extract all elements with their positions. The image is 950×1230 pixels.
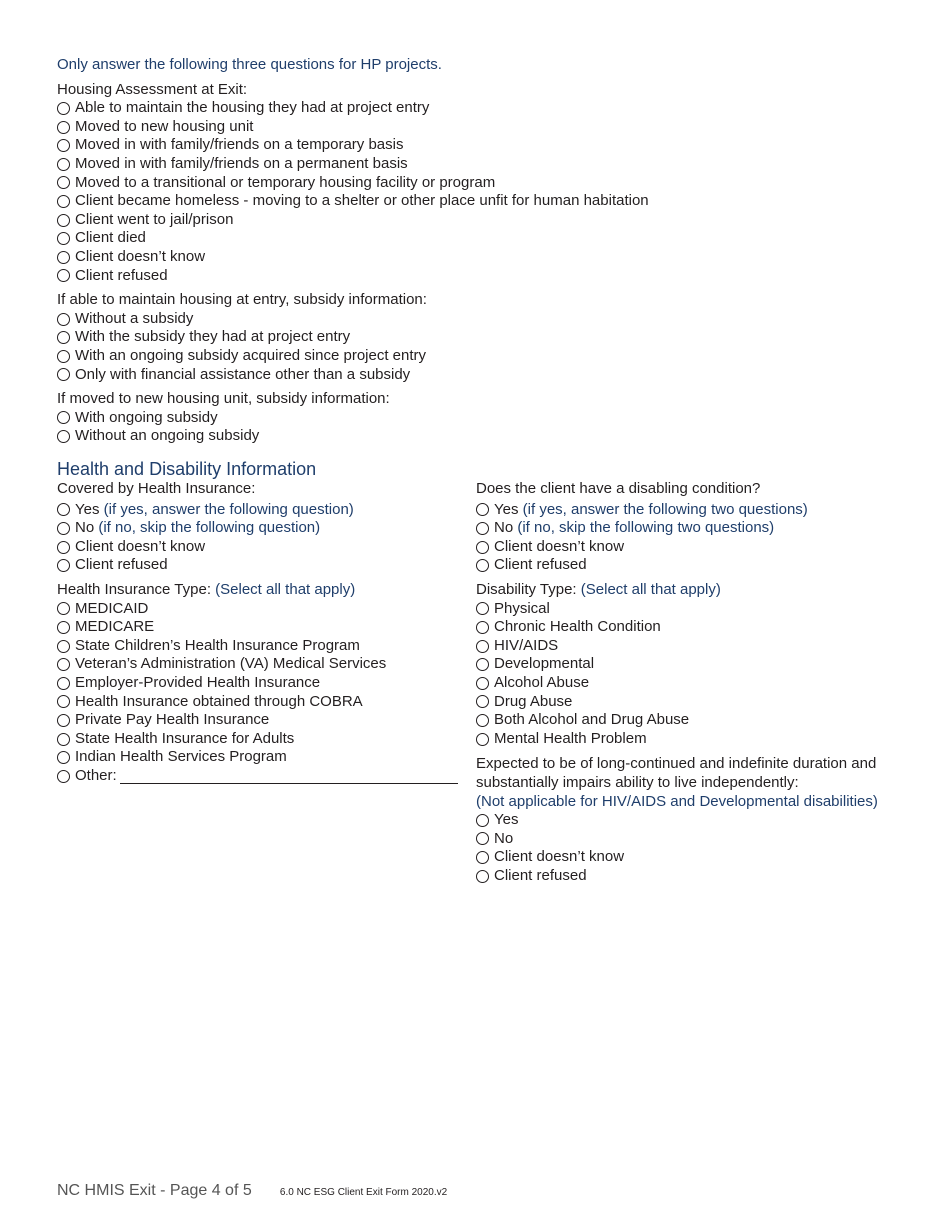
radio-button-icon[interactable] [57, 350, 70, 363]
radio-button-icon[interactable] [476, 602, 489, 615]
footer-form-version: 6.0 NC ESG Client Exit Form 2020.v2 [279, 1187, 448, 1198]
radio-button-icon[interactable] [57, 313, 70, 326]
disabling-condition-refused[interactable]: Client refused [476, 556, 916, 575]
insurance-type-option[interactable]: Employer-Provided Health Insurance [57, 674, 462, 693]
long-duration-option[interactable]: Client doesn’t know [476, 848, 916, 867]
radio-button-icon[interactable] [57, 522, 70, 535]
housing-option[interactable]: Client refused [57, 267, 917, 286]
health-insurance-yes[interactable]: Yes (if yes, answer the following question) [57, 501, 462, 520]
radio-button-icon[interactable] [476, 714, 489, 727]
disability-type-option[interactable]: Both Alcohol and Drug Abuse [476, 711, 916, 730]
radio-button-icon[interactable] [57, 602, 70, 615]
housing-option[interactable]: Moved in with family/friends on a permanent basis [57, 155, 917, 174]
radio-button-icon[interactable] [57, 658, 70, 671]
long-duration-option[interactable]: No [476, 830, 916, 849]
radio-button-icon[interactable] [57, 214, 70, 227]
long-duration-option[interactable]: Client refused [476, 867, 916, 886]
radio-button-icon[interactable] [57, 751, 70, 764]
subsidy-entry-option[interactable]: Without a subsidy [57, 310, 917, 329]
disability-type-option[interactable]: Alcohol Abuse [476, 674, 916, 693]
housing-option[interactable]: Able to maintain the housing they had at project entry [57, 99, 917, 118]
subsidy-new-options [57, 409, 917, 446]
housing-assessment-label: Housing Assessment at Exit: [57, 80, 248, 98]
subsidy-new-option[interactable]: With ongoing subsidy [57, 409, 917, 428]
radio-button-icon[interactable] [57, 770, 70, 783]
radio-button-icon[interactable] [476, 870, 489, 883]
disability-type-option[interactable]: Drug Abuse [476, 693, 916, 712]
radio-button-icon[interactable] [57, 121, 70, 134]
disability-type-label: Disability Type: (Select all that apply) [476, 580, 721, 598]
health-insurance-refused[interactable]: Client refused [57, 556, 462, 575]
insurance-type-label: Health Insurance Type: (Select all that apply) [57, 580, 356, 598]
housing-option[interactable]: Moved to a transitional or temporary housing facility or program [57, 174, 917, 193]
housing-option[interactable]: Client died [57, 229, 917, 248]
radio-button-icon[interactable] [476, 677, 489, 690]
radio-button-icon[interactable] [476, 503, 489, 516]
housing-assessment-options [57, 99, 917, 285]
long-duration-option[interactable]: Yes [476, 811, 916, 830]
health-insurance-no[interactable]: No (if no, skip the following question) [57, 519, 462, 538]
subsidy-entry-options [57, 310, 917, 384]
insurance-type-option[interactable]: Private Pay Health Insurance [57, 711, 462, 730]
long-duration-note: (Not applicable for HIV/AIDS and Developmental disabilities) [476, 792, 878, 810]
radio-button-icon[interactable] [57, 541, 70, 554]
other-text-input[interactable] [120, 769, 458, 784]
page-footer [57, 1182, 447, 1200]
health-insurance-dont-know[interactable]: Client doesn’t know [57, 538, 462, 557]
disability-type-option[interactable]: Chronic Health Condition [476, 618, 916, 637]
subsidy-entry-option[interactable]: With the subsidy they had at project entry [57, 328, 917, 347]
radio-button-icon[interactable] [57, 430, 70, 443]
disabling-condition-label: Does the client have a disabling condition? [476, 480, 761, 497]
subsidy-entry-option[interactable]: With an ongoing subsidy acquired since project entry [57, 347, 917, 366]
radio-button-icon[interactable] [476, 832, 489, 845]
radio-button-icon[interactable] [57, 102, 70, 115]
hp-projects-section [57, 56, 917, 446]
radio-button-icon[interactable] [476, 851, 489, 864]
radio-button-icon[interactable] [57, 158, 70, 171]
radio-button-icon[interactable] [57, 714, 70, 727]
radio-button-icon[interactable] [57, 195, 70, 208]
radio-button-icon[interactable] [476, 814, 489, 827]
disability-type-option[interactable]: Physical [476, 600, 916, 619]
radio-button-icon[interactable] [57, 695, 70, 708]
radio-button-icon[interactable] [57, 411, 70, 424]
disability-type-option[interactable]: Mental Health Problem [476, 730, 916, 749]
insurance-type-option[interactable]: Veteran’s Administration (VA) Medical Services [57, 655, 462, 674]
health-insurance-label: Covered by Health Insurance: [57, 480, 256, 497]
radio-button-icon[interactable] [57, 559, 70, 572]
radio-button-icon[interactable] [57, 368, 70, 381]
radio-button-icon[interactable] [476, 658, 489, 671]
radio-button-icon[interactable] [57, 621, 70, 634]
subsidy-entry-option[interactable]: Only with financial assistance other than a subsidy [57, 366, 917, 385]
radio-button-icon[interactable] [57, 733, 70, 746]
radio-button-icon[interactable] [57, 251, 70, 264]
radio-button-icon[interactable] [57, 139, 70, 152]
radio-button-icon[interactable] [57, 640, 70, 653]
disabling-condition-yes[interactable]: Yes (if yes, answer the following two questions) [476, 501, 916, 520]
insurance-type-option[interactable]: MEDICARE [57, 618, 462, 637]
radio-button-icon[interactable] [476, 559, 489, 572]
radio-button-icon[interactable] [476, 522, 489, 535]
radio-button-icon[interactable] [476, 695, 489, 708]
housing-option[interactable]: Client went to jail/prison [57, 211, 917, 230]
insurance-type-option[interactable]: Indian Health Services Program [57, 748, 462, 767]
radio-button-icon[interactable] [57, 503, 70, 516]
disability-type-option[interactable]: Developmental [476, 655, 916, 674]
radio-button-icon[interactable] [57, 176, 70, 189]
radio-button-icon[interactable] [57, 677, 70, 690]
health-disability-section-title: Health and Disability Information [57, 459, 317, 479]
radio-button-icon[interactable] [476, 621, 489, 634]
footer-page-label: NC HMIS Exit - Page 4 of 5 [57, 1182, 252, 1199]
insurance-type-other[interactable]: Other: [57, 767, 462, 786]
radio-button-icon[interactable] [476, 733, 489, 746]
subsidy-new-label: If moved to new housing unit, subsidy information: [57, 390, 390, 408]
disabling-condition-no[interactable]: No (if no, skip the following two questions) [476, 519, 916, 538]
housing-option[interactable]: Client became homeless - moving to a shelter or other place unfit for human habitation [57, 192, 917, 211]
insurance-type-option[interactable]: MEDICAID [57, 600, 462, 619]
intro-note: Only answer the following three questions for HP projects. [57, 56, 442, 73]
insurance-type-option[interactable]: State Health Insurance for Adults [57, 730, 462, 749]
housing-option[interactable]: Client doesn’t know [57, 248, 917, 267]
long-duration-label-line2: substantially impairs ability to live independently: [476, 773, 799, 791]
subsidy-entry-label: If able to maintain housing at entry, subsidy information: [57, 291, 427, 309]
long-duration-label-line1: Expected to be of long-continued and indefinite duration and [476, 755, 877, 773]
insurance-type-option[interactable]: State Children’s Health Insurance Program [57, 637, 462, 656]
radio-button-icon[interactable] [476, 640, 489, 653]
disability-type-option[interactable]: HIV/AIDS [476, 637, 916, 656]
health-right-column [476, 480, 916, 885]
radio-button-icon[interactable] [57, 331, 70, 344]
radio-button-icon[interactable] [476, 541, 489, 554]
health-left-column [57, 480, 462, 786]
radio-button-icon[interactable] [57, 232, 70, 245]
insurance-type-option[interactable]: Health Insurance obtained through COBRA [57, 693, 462, 712]
subsidy-new-option[interactable]: Without an ongoing subsidy [57, 427, 917, 446]
housing-option[interactable]: Moved to new housing unit [57, 118, 917, 137]
housing-option[interactable]: Moved in with family/friends on a temporary basis [57, 136, 917, 155]
radio-button-icon[interactable] [57, 269, 70, 282]
disabling-condition-dont-know[interactable]: Client doesn’t know [476, 538, 916, 557]
